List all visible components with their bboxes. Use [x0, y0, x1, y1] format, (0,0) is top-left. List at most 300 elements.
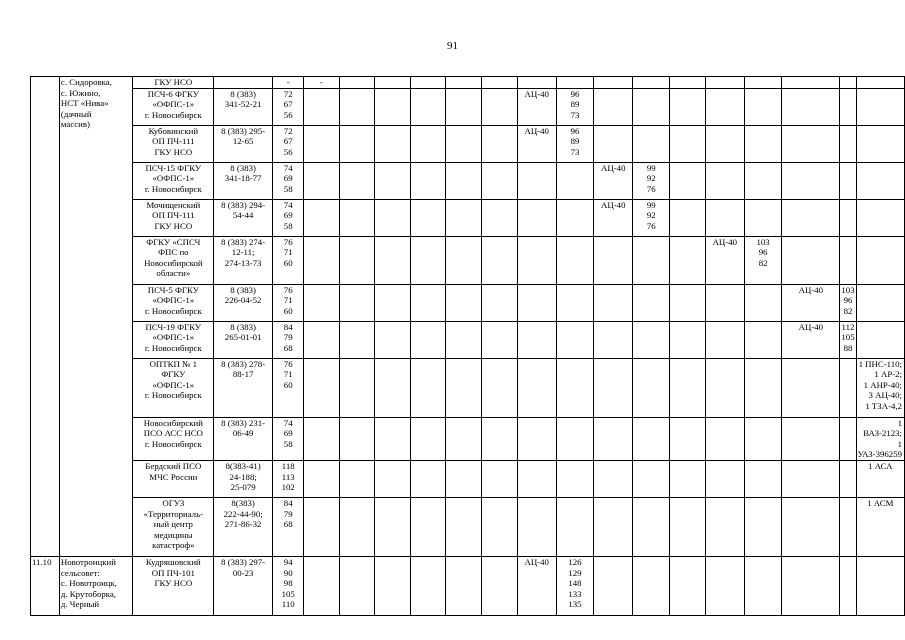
unit-cell-line: ПСО АСС НСО: [143, 428, 203, 439]
unit-cell: [133, 284, 214, 321]
vehicle-number-cell: [840, 460, 856, 497]
vehicle-number-cell: [840, 321, 856, 358]
other-equipment-cell-line: 1 ТЗА-4,2: [865, 400, 902, 411]
time-cell-line: 90: [283, 567, 293, 578]
time-cell-line: 74: [283, 417, 293, 428]
empty-cell: [446, 125, 482, 162]
empty-cell: [670, 199, 706, 236]
time-cell: [272, 284, 303, 321]
vehicle-type-cell: [705, 460, 744, 497]
unit-cell-line: Мочищенский: [146, 199, 201, 210]
phone-cell: [214, 556, 273, 615]
empty-cell: [482, 497, 518, 556]
unit-cell: [133, 125, 214, 162]
empty-cell: [482, 321, 518, 358]
time-cell: [272, 199, 303, 236]
empty-cell: [670, 162, 706, 199]
vehicle-type-cell: [782, 556, 840, 615]
empty-cell: [482, 77, 518, 89]
time-cell: [272, 358, 303, 417]
unit-cell-line: г. Новосибирск: [144, 183, 202, 194]
time-cell-line: 110: [281, 599, 295, 610]
phone-cell-line: 226-04-52: [224, 295, 262, 306]
time-cell-line: 105: [281, 588, 295, 599]
extra-cell: [304, 125, 339, 162]
time-cell: [272, 236, 303, 284]
empty-cell: [446, 497, 482, 556]
vehicle-number-cell-line: 148: [568, 578, 582, 589]
vehicle-number-cell-line: 103: [756, 236, 770, 247]
settlement-cell-line: с. Новотроицк,: [60, 578, 117, 589]
time-cell-line: 56: [283, 109, 293, 120]
vehicle-type-cell: [782, 88, 840, 125]
empty-cell: [375, 162, 411, 199]
phone-cell-line: 8 (383) 278-: [221, 358, 266, 369]
vehicle-number-cell: [840, 162, 856, 199]
empty-cell: [410, 321, 446, 358]
unit-cell: [133, 497, 214, 556]
vehicle-number-cell-line: 133: [568, 588, 582, 599]
vehicle-type-cell: [782, 358, 840, 417]
time-cell-line: 58: [283, 220, 293, 231]
vehicle-type-cell: [705, 88, 744, 125]
phone-cell-line: 54-44: [232, 210, 254, 221]
vehicle-number-cell: [840, 236, 856, 284]
unit-cell: [133, 77, 214, 89]
phone-cell: [214, 497, 273, 556]
extra-cell: [304, 417, 339, 460]
vehicle-number-cell: [556, 162, 593, 199]
vehicle-type-cell: АЦ-40: [517, 556, 556, 615]
empty-cell: [670, 125, 706, 162]
time-cell-line: 56: [283, 146, 293, 157]
table-row: [31, 556, 905, 615]
empty-cell: [670, 460, 706, 497]
vehicle-type-cell: [705, 77, 744, 89]
unit-cell: [133, 358, 214, 417]
unit-cell-line: ГКУ НСО: [154, 146, 193, 157]
vehicle-type-cell: [782, 125, 840, 162]
table-row: [31, 460, 905, 497]
vehicle-type-cell: [594, 460, 633, 497]
settlement-cell: [59, 77, 132, 557]
vehicle-number-cell: [556, 417, 593, 460]
empty-cell: [482, 556, 518, 615]
vehicle-type-cell: [705, 284, 744, 321]
time-cell-line: 68: [283, 519, 293, 530]
vehicle-type-cell: [782, 199, 840, 236]
unit-cell-line: Кубовинский: [148, 125, 199, 136]
vehicle-number-cell: [556, 199, 593, 236]
vehicle-number-cell: [744, 125, 781, 162]
other-equipment-cell: [856, 125, 904, 162]
unit-cell-line: ПСЧ-5 ФГКУ: [147, 284, 199, 295]
settlement-cell-line: (дачный: [60, 108, 92, 119]
time-cell-line: 72: [283, 88, 293, 99]
phone-cell-line: 8 (383): [230, 88, 256, 99]
other-equipment-cell-line: 1 ВАЗ-2123;: [863, 417, 902, 439]
time-cell-line: 69: [283, 210, 293, 221]
time-cell-line: 68: [283, 342, 293, 353]
phone-cell-line: 12-65: [232, 136, 254, 147]
other-equipment-cell: [856, 497, 904, 556]
unit-cell-line: МЧС России: [149, 471, 198, 482]
empty-cell: [375, 497, 411, 556]
vehicle-type-cell: [782, 497, 840, 556]
empty-cell: [410, 236, 446, 284]
phone-cell: [214, 236, 273, 284]
vehicle-number-cell-line: 82: [758, 257, 768, 268]
unit-cell-line: «Территориаль-: [143, 508, 204, 519]
extra-cell: [304, 321, 339, 358]
vehicle-number-cell-line: 126: [568, 556, 582, 567]
unit-cell-line: ГКУ НСО: [154, 578, 193, 589]
empty-cell: [670, 358, 706, 417]
time-cell-line: 113: [281, 471, 295, 482]
vehicle-type-cell: [594, 417, 633, 460]
vehicle-type-cell: [517, 77, 556, 89]
empty-cell: [410, 77, 446, 89]
empty-cell: [339, 460, 375, 497]
vehicle-number-cell: [633, 125, 670, 162]
unit-cell: [133, 88, 214, 125]
time-cell: [272, 77, 303, 89]
vehicle-type-cell: АЦ-40: [594, 162, 633, 199]
empty-cell: [482, 284, 518, 321]
vehicle-number-cell-line: 105: [841, 332, 855, 343]
other-equipment-cell: [856, 236, 904, 284]
empty-cell: [410, 460, 446, 497]
other-equipment-cell: [856, 417, 904, 460]
phone-cell-line: 341-18-77: [224, 173, 262, 184]
phone-cell-line: 8 (383): [230, 284, 256, 295]
phone-cell-line: 06-49: [232, 428, 254, 439]
vehicle-number-cell-line: 96: [570, 88, 580, 99]
vehicle-number-cell-line: 76: [646, 220, 656, 231]
phone-cell-line: 24-188;: [229, 471, 257, 482]
extra-cell: [304, 88, 339, 125]
phone-cell: [214, 358, 273, 417]
vehicle-type-cell: АЦ-40: [705, 236, 744, 284]
vehicle-number-cell-line: 96: [758, 247, 768, 258]
vehicle-type-cell: [517, 284, 556, 321]
other-equipment-cell-line: 1 УАЗ-396259: [857, 438, 903, 460]
vehicle-type-cell: [705, 125, 744, 162]
empty-cell: [410, 125, 446, 162]
empty-cell: [410, 88, 446, 125]
unit-cell-line: «ОФПС-1»: [152, 332, 195, 343]
empty-cell: [410, 556, 446, 615]
phone-cell-line: 25-079: [230, 482, 256, 493]
time-cell-line: 102: [281, 482, 295, 493]
settlement-cell-line: НСТ «Нива»: [60, 98, 109, 109]
phone-cell-line: 8 (383) 294-: [221, 199, 266, 210]
empty-cell: [446, 417, 482, 460]
vehicle-number-cell: [633, 284, 670, 321]
unit-cell-line: области»: [156, 268, 191, 279]
table-row: [31, 358, 905, 417]
empty-cell: [446, 556, 482, 615]
item-number-cell: [31, 77, 60, 557]
other-equipment-cell: [856, 284, 904, 321]
vehicle-type-cell: [705, 321, 744, 358]
time-cell-line: 79: [283, 332, 293, 343]
empty-cell: [446, 162, 482, 199]
time-cell-line: 74: [283, 162, 293, 173]
unit-cell: [133, 162, 214, 199]
other-equipment-cell: [856, 162, 904, 199]
table-row: [31, 125, 905, 162]
other-equipment-cell: [856, 556, 904, 615]
unit-cell-line: ОПТКП № 1: [149, 358, 198, 369]
vehicle-type-cell: [782, 77, 840, 89]
vehicle-number-cell: [556, 556, 593, 615]
time-cell-line: 84: [283, 497, 293, 508]
vehicle-number-cell-line: 73: [570, 109, 580, 120]
vehicle-number-cell: [633, 497, 670, 556]
empty-cell: [375, 358, 411, 417]
other-equipment-cell-line: 1 АСМ: [867, 497, 894, 508]
vehicle-number-cell: [633, 77, 670, 89]
vehicle-number-cell: [556, 321, 593, 358]
extra-cell: -: [304, 77, 339, 89]
empty-cell: [339, 321, 375, 358]
vehicle-type-cell: [594, 77, 633, 89]
time-cell-line: 74: [283, 199, 293, 210]
other-equipment-cell-line: 1 ПНС-110;: [858, 358, 902, 369]
unit-cell-line: ОП ПЧ-111: [152, 136, 195, 147]
vehicle-number-cell-line: 103: [841, 284, 855, 295]
vehicle-type-cell: [705, 199, 744, 236]
empty-cell: [482, 162, 518, 199]
time-cell-line: 69: [283, 173, 293, 184]
empty-cell: [482, 460, 518, 497]
vehicle-number-cell: [556, 460, 593, 497]
extra-cell: [304, 284, 339, 321]
time-cell-line: 98: [283, 578, 293, 589]
empty-cell: [446, 321, 482, 358]
vehicle-number-cell-line: 96: [843, 295, 853, 306]
time-cell-line: 69: [283, 428, 293, 439]
vehicle-number-cell: [633, 556, 670, 615]
vehicle-type-cell: [517, 417, 556, 460]
vehicle-number-cell-line: 89: [570, 136, 580, 147]
unit-cell: [133, 417, 214, 460]
empty-cell: [375, 88, 411, 125]
vehicle-number-cell: [633, 236, 670, 284]
empty-cell: [375, 284, 411, 321]
empty-cell: [482, 199, 518, 236]
vehicle-number-cell: [744, 284, 781, 321]
empty-cell: [375, 460, 411, 497]
unit-cell-line: ПСЧ-6 ФГКУ: [147, 88, 199, 99]
other-equipment-cell: [856, 460, 904, 497]
settlement-cell-line: д. Черный: [60, 599, 100, 610]
time-cell-line: 71: [283, 369, 293, 380]
vehicle-number-cell: [556, 358, 593, 417]
unit-cell: [133, 556, 214, 615]
vehicle-type-cell: АЦ-40: [782, 321, 840, 358]
empty-cell: [670, 77, 706, 89]
vehicle-number-cell: [633, 417, 670, 460]
settlement-cell-line: массив): [60, 119, 90, 130]
other-equipment-cell: [856, 321, 904, 358]
settlement-cell: [59, 556, 132, 615]
settlement-cell-line: д. Крутоборка,: [60, 588, 116, 599]
extra-cell: [304, 162, 339, 199]
time-cell: [272, 556, 303, 615]
unit-cell-line: г. Новосибирск: [144, 390, 202, 401]
phone-cell-line: 8 (383) 295-: [221, 125, 266, 136]
vehicle-number-cell-line: 89: [570, 99, 580, 110]
phone-cell-line: 341-52-21: [224, 99, 262, 110]
time-cell-line: 60: [283, 379, 293, 390]
empty-cell: [339, 199, 375, 236]
phone-cell: [214, 417, 273, 460]
empty-cell: [410, 162, 446, 199]
unit-cell-line: г. Новосибирск: [144, 109, 202, 120]
empty-cell: [482, 417, 518, 460]
phone-cell-line: 8 (383) 297-: [221, 556, 266, 567]
time-cell: [272, 497, 303, 556]
empty-cell: [339, 77, 375, 89]
vehicle-number-cell: [633, 199, 670, 236]
phone-cell: [214, 284, 273, 321]
other-equipment-cell-line: 1 АСА: [868, 460, 893, 471]
page-number: 91: [447, 40, 458, 52]
phone-cell: [214, 460, 273, 497]
unit-cell: [133, 321, 214, 358]
phone-cell: [214, 162, 273, 199]
other-equipment-cell-line: 1 АНР-40;: [863, 379, 902, 390]
time-cell-line: 72: [283, 125, 293, 136]
vehicle-number-cell: [840, 199, 856, 236]
vehicle-type-cell: [517, 497, 556, 556]
unit-cell-line: ный центр: [153, 519, 193, 530]
empty-cell: [339, 417, 375, 460]
vehicle-type-cell: [705, 358, 744, 417]
vehicle-type-cell: АЦ-40: [782, 284, 840, 321]
time-cell-line: 79: [283, 508, 293, 519]
vehicle-number-cell: [840, 358, 856, 417]
unit-cell-line: «ОФПС-1»: [152, 295, 195, 306]
phone-cell-line: 00-23: [232, 567, 254, 578]
table-row: [31, 417, 905, 460]
time-cell: [272, 417, 303, 460]
table-row: [31, 497, 905, 556]
vehicle-type-cell: АЦ-40: [594, 199, 633, 236]
empty-cell: [446, 199, 482, 236]
other-equipment-cell-line: 3 АЦ-40;: [868, 390, 902, 401]
phone-cell: [214, 321, 273, 358]
vehicle-number-cell: [556, 77, 593, 89]
vehicle-type-cell: [705, 162, 744, 199]
vehicle-number-cell: [744, 321, 781, 358]
phone-cell-line: 271-86-32: [224, 519, 262, 530]
vehicle-number-cell: [556, 284, 593, 321]
time-cell-line: 118: [281, 460, 295, 471]
vehicle-number-cell-line: 92: [646, 210, 656, 221]
empty-cell: [339, 556, 375, 615]
phone-cell: [214, 88, 273, 125]
empty-cell: [446, 88, 482, 125]
time-cell-line: 67: [283, 136, 293, 147]
phone-cell-line: 8 (383): [230, 162, 256, 173]
time-cell-line: 71: [283, 247, 293, 258]
resource-table: [30, 76, 905, 616]
unit-cell-line: ОП ПЧ-101: [151, 567, 195, 578]
unit-cell-line: медицины: [154, 529, 193, 540]
unit-cell-line: г. Новосибирск: [144, 438, 202, 449]
vehicle-number-cell-line: 76: [646, 183, 656, 194]
phone-cell-line: 8(383): [231, 497, 255, 508]
phone-cell: [214, 199, 273, 236]
unit-cell-line: «ОФПС-1»: [152, 173, 195, 184]
table-row: [31, 284, 905, 321]
unit-cell: [133, 199, 214, 236]
empty-cell: [670, 284, 706, 321]
empty-cell: [446, 284, 482, 321]
unit-cell: [133, 460, 214, 497]
unit-cell-line: ГКУ НСО: [154, 220, 193, 231]
empty-cell: [410, 284, 446, 321]
phone-cell-line: 12-11;: [231, 247, 255, 258]
unit-cell-line: «ОФПС-1»: [152, 379, 195, 390]
empty-cell: [446, 460, 482, 497]
empty-cell: [410, 417, 446, 460]
empty-cell: [375, 236, 411, 284]
empty-cell: [670, 88, 706, 125]
unit-cell-line: катастроф»: [152, 540, 195, 551]
vehicle-number-cell: [633, 88, 670, 125]
empty-cell: [670, 556, 706, 615]
time-cell-line: -: [286, 77, 290, 87]
table-row: [31, 236, 905, 284]
vehicle-type-cell: [594, 358, 633, 417]
phone-cell-line: 8(383-41): [225, 460, 261, 471]
extra-cell: [304, 556, 339, 615]
table-body: [31, 77, 905, 616]
vehicle-type-cell: [594, 88, 633, 125]
other-equipment-cell: [856, 358, 904, 417]
unit-cell-line: ОП ПЧ-111: [152, 210, 195, 221]
vehicle-number-cell: [744, 77, 781, 89]
empty-cell: [339, 497, 375, 556]
vehicle-number-cell: [840, 556, 856, 615]
unit-cell-line: ФГКУ «СПСЧ: [146, 236, 201, 247]
time-cell-line: 60: [283, 257, 293, 268]
vehicle-number-cell-line: 129: [568, 567, 582, 578]
vehicle-number-cell: [840, 88, 856, 125]
other-equipment-cell: [856, 88, 904, 125]
vehicle-type-cell: АЦ-40: [517, 125, 556, 162]
vehicle-number-cell: [744, 497, 781, 556]
vehicle-type-cell: [782, 236, 840, 284]
vehicle-number-cell-line: 88: [843, 342, 853, 353]
phone-cell-line: 8 (383) 274-: [221, 236, 266, 247]
unit-cell-line: ФГКУ: [161, 369, 186, 380]
vehicle-number-cell: [633, 321, 670, 358]
settlement-cell-line: с. Южино,: [60, 87, 101, 98]
empty-cell: [446, 236, 482, 284]
unit-cell-line: Новосибирский: [143, 417, 203, 428]
vehicle-number-cell-line: 73: [570, 146, 580, 157]
empty-cell: [339, 236, 375, 284]
phone-cell-line: 88-17: [232, 369, 254, 380]
vehicle-number-cell-line: 112: [841, 321, 855, 332]
extra-cell: [304, 236, 339, 284]
empty-cell: [482, 125, 518, 162]
